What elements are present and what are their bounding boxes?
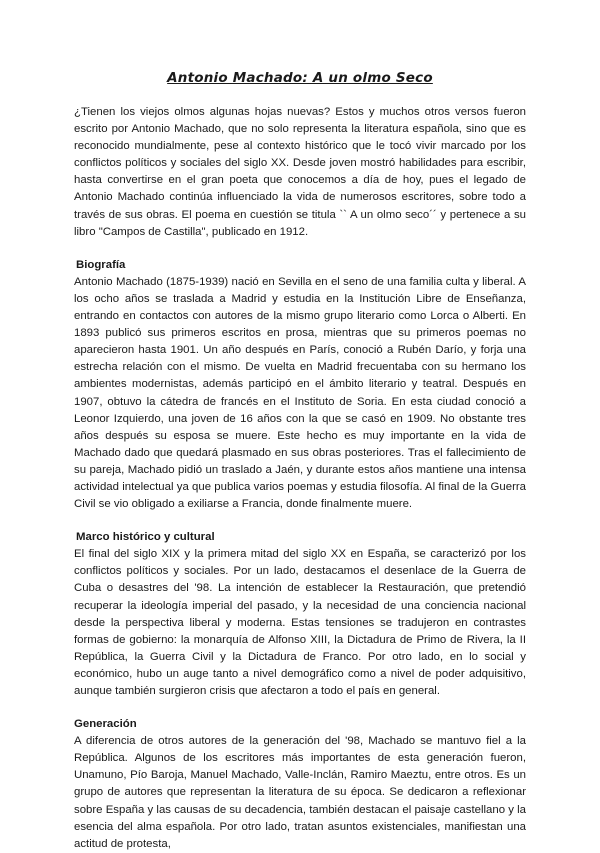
section-paragraph: El final del siglo XIX y la primera mitad del siglo XX en España, se caracterizó por los conflictos políticos y sociales. Por un lado, destacamos el desenlace de la Guerra de Cuba o desastres del '98. La intención de establecer la Restauración, que pretendió recuperar la ideología imperial del pasado, y la necesidad de una conciencia nacional desde la perspectiva liberal y moderna. Estas tensiones se tradujeron en contrastes formas de gobierno: la monarquía de Alfonso XIII, la Dictadura de Primo de Rivera, la II República, la Guerra Civil y la Dictadura de Franco. Por otro lado, en lo social y económico, hubo un auge tanto a nivel demográfico como a nivel de poder adquisitivo, aunque también surgieron crisis que afectaron a todo el país en general. bbox=[74, 548, 526, 697]
document-title: Antonio Machado: A un olmo Seco bbox=[167, 70, 433, 86]
section-paragraph: Antonio Machado (1875-1939) nació en Sevilla en el seno de una familia culta y liberal. A los ocho años se traslada a Madrid y estudia en la Institución Libre de Enseñanza, entrando en contactos con autores de la mismo grupo literario como Lorca o Alberti. En 1893 publicó sus primeros escritos en prosa, mientras que su primeros poemas no aparecieron hasta 1901. Un año después en París, conoció a Rubén Darío, y forja una estrecha relación con el mismo. De vuelta en Madrid frecuentaba con su hermano los ambientes modernistas, además participó en el ámbito literario y teatral. Después en 1907, obtuvo la cátedra de francés en el Instituto de Soria. En esta ciudad conoció a Leonor Izquierdo, una joven de 16 años con la que se casó en 1909. No obstante tres años después su esposa se muere. Este hecho es muy importante en la vida de Machado dado que quedará plasmado en sus obras posteriores. Tras el fallecimiento de su pareja, Machado pidió un traslado a Jaén, y durante estos años mantiene una intensa actividad intelectual ya que publica varios poemas y estudia filosofía. Al final de la Guerra Civil se vio obligado a exiliarse a Francia, donde finalmente muere. bbox=[74, 275, 526, 511]
section-biografia bbox=[74, 257, 526, 513]
section-generacion bbox=[74, 716, 526, 853]
section-heading: Biografía bbox=[76, 258, 126, 271]
section-marco-historico bbox=[74, 529, 526, 700]
section-heading: Generación bbox=[74, 718, 137, 731]
section-heading: Marco histórico y cultural bbox=[76, 531, 215, 544]
intro-paragraph: ¿Tienen los viejos olmos algunas hojas nuevas? Estos y muchos otros versos fueron escrito por Antonio Machado, que no solo representa la literatura española, sino que es reconocido mundialmente, pese al contexto histórico que le tocó vivir marcado por los conflictos políticos y sociales del siglo XX. Desde joven mostró habilidades para escribir, hasta convertirse en el gran poeta que conocemos a día de hoy, pues el legado de Antonio Machado continúa influenciado la vida de numerosos escritores, sobre todo a través de sus obras. El poema en cuestión se titula `` A un olmo seco´´ y pertenece a su libro "Campos de Castilla", publicado en 1912. bbox=[74, 106, 526, 238]
section-paragraph: A diferencia de otros autores de la generación del '98, Machado se mantuvo fiel a la República. Algunos de los escritores más importantes de esta generación fueron, Unamuno, Pío Baroja, Manuel Machado, Valle-Inclán, Ramiro Maeztu, entre otros. Es un grupo de autores que representan la literatura de su época. Se dedicaron a reflexionar sobre España y las causas de su decadencia, también destacan el paisaje castellano y la esencia del alma española. Por otro lado, tratan asuntos existenciales, manifiestan una actitud de protesta, bbox=[74, 735, 526, 850]
document-body bbox=[74, 104, 526, 853]
